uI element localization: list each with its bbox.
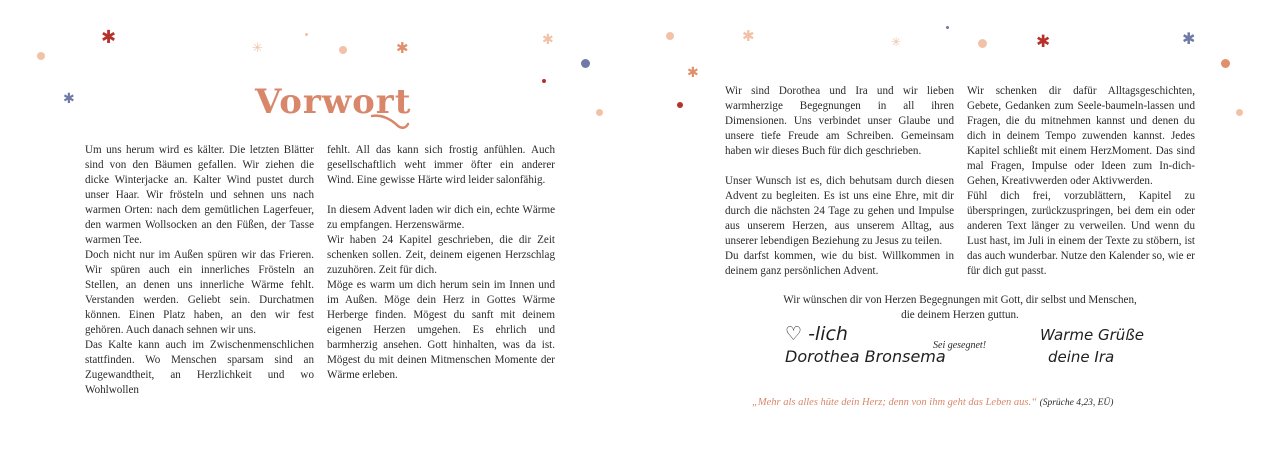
paragraph: Um uns herum wird es kälter. Die letzten Blätter sind von den Bäumen gefallen. Wir ziehen die dicke Winterjacke an. Kalter Wind pustet durch unser Haar. Wir frösteln und sehnen uns nach warmen Orten: nach dem gemütlichen Lagerfeuer, den warmen Wollsocken an den Füßen, der Tasse warmen Tee. <box>85 144 314 246</box>
paragraph: Doch nicht nur im Außen spüren wir das Frieren. Wir spüren auch ein innerliches Frösteln an Stellen, an denen uns innerliche Wärme fehlt. Verstanden werden. Geliebt sein. Durchatmen können. Einen Platz haben, an den wir fest gehören. Auch danach sehnen wir uns. <box>85 249 314 336</box>
closing-line: die deinem Herzen guttun. <box>901 309 1019 321</box>
quote-text: „Mehr als alles hüte dein Herz; denn von ihm geht das Leben aus.“ <box>752 397 1037 408</box>
snowflake-icon: ✱ <box>396 39 409 57</box>
paragraph: Wir haben 24 Kapitel geschrieben, die dir Zeit schenken sollen. Zeit, deinem eigenen Herzschlag zuzuhören. Zeit für dich. <box>327 234 555 276</box>
dot-decoration <box>946 26 949 29</box>
dot-decoration <box>1236 109 1243 116</box>
paragraph: Fühl dich frei, vorzublättern, Kapitel zu überspringen, zurückzuspringen, bei dem ein oder anderen Text länger zu verweilen. Und wenn du Lust hast, im Juli in einem der Texte zu stöbern, ist das auch wunderbar. Nutze den Kalender so, wie er für dich gut passt. <box>967 190 1195 277</box>
quote-source: (Sprüche 4,23, EÜ) <box>1039 398 1114 408</box>
paragraph: Möge es warm um dich herum sein im Innen und im Außen. Möge dein Herz in Gottes Wärme Herberge finden. Mögest du sanft mit deinem eigenen Herzen umgehen. Es ehrlich und barmherzig ansehen. Gott hinhalten, was da ist. Mögest du mit deinen Mitmenschen Momente der Wärme erleben. <box>327 279 555 381</box>
snowflake-icon: ✱ <box>1182 29 1196 48</box>
dot-decoration <box>666 32 674 40</box>
dot-decoration <box>37 52 45 60</box>
closing-line: Wir wünschen dir von Herzen Begegnungen mit Gott, dir selbst und Menschen, <box>783 294 1137 306</box>
text-column-3 <box>725 84 954 279</box>
blessing-text: Sei gesegnet! <box>933 340 987 351</box>
text-column-2 <box>327 143 555 383</box>
signature-line: ♡ -lich <box>785 323 848 345</box>
paragraph: Wir schenken dir dafür Alltagsgeschichten, Gebete, Gedanken zum Seele-baumeln-lassen und Fragen, die du mitnehmen kannst und denen du dich in deinem Tempo zuwenden kannst. Jedes Kapitel schließt mit einem HerzMoment. Das sind mal Fragen, Impulse oder Ideen zum In-dich-Gehen, Kreativwerden oder Aktivwerden. <box>967 85 1195 187</box>
signature-line: Dorothea Bronsema <box>785 347 946 366</box>
page-title: Vorwort <box>255 82 412 122</box>
paragraph: Wir sind Dorothea und Ira und wir lieben warmherzige Begegnungen in all ihren Dimensionen. Uns verbindet unser Glaube und unsere tiefe Freude am Schreiben. Gemeinsam haben wir dieses Buch für dich geschrieben. <box>725 85 954 157</box>
snowflake-icon: ✳ <box>252 41 263 56</box>
paragraph: Das Kalte kann auch im Zwischenmenschlichen stattfinden. Wo Menschen sparsam sind an Zugewandtheit, an Herzlichkeit und wo Wohlwollen <box>85 339 314 396</box>
paragraph: Du darfst kommen, wie du bist. Willkommen in deinem ganz persönlichen Advent. <box>725 250 954 277</box>
paragraph: Unser Wunsch ist es, dich behutsam durch diesen Advent zu begleiten. Es ist uns eine Ehre, mit dir durch die nächsten 24 Tage zu gehen und Impulse aus unserem Herzen, aus unserem Alltag, aus unserer lebendigen Beziehung zu Jesus zu teilen. <box>725 175 954 247</box>
dot-decoration <box>596 109 603 116</box>
right-page <box>640 0 1280 451</box>
signature-line: Warme Grüße <box>1040 326 1144 344</box>
paragraph: fehlt. All das kann sich frostig anfühlen. Auch gesellschaftlich weht immer öfter ein anderer Wind. Eine gewisse Härte wird leider salonfähig. <box>327 144 555 186</box>
dot-decoration <box>677 102 683 108</box>
closing-wish <box>740 293 1180 323</box>
snowflake-icon: ✱ <box>687 65 699 81</box>
dot-decoration <box>1221 59 1230 68</box>
title-swash-icon <box>370 112 410 130</box>
signature-ira <box>1040 324 1180 368</box>
paragraph: In diesem Advent laden wir dich ein, echte Wärme zu empfangen. Herzenswärme. <box>327 204 555 231</box>
dot-decoration <box>978 39 987 48</box>
dot-decoration <box>339 46 347 54</box>
dot-decoration <box>581 59 590 68</box>
text-column-1 <box>85 143 314 398</box>
dot-decoration <box>305 33 308 36</box>
snowflake-icon: ✱ <box>1036 32 1051 52</box>
bible-quote <box>752 397 1182 408</box>
snowflake-icon: ✱ <box>542 32 554 48</box>
snowflake-icon: ✱ <box>63 91 75 107</box>
snowflake-icon: ✱ <box>742 27 755 45</box>
text-column-4 <box>967 84 1195 279</box>
snowflake-icon: ✱ <box>101 27 117 48</box>
snowflake-icon: ✳ <box>891 35 902 49</box>
signature-line: deine Ira <box>1048 348 1115 366</box>
dot-decoration <box>542 79 546 83</box>
